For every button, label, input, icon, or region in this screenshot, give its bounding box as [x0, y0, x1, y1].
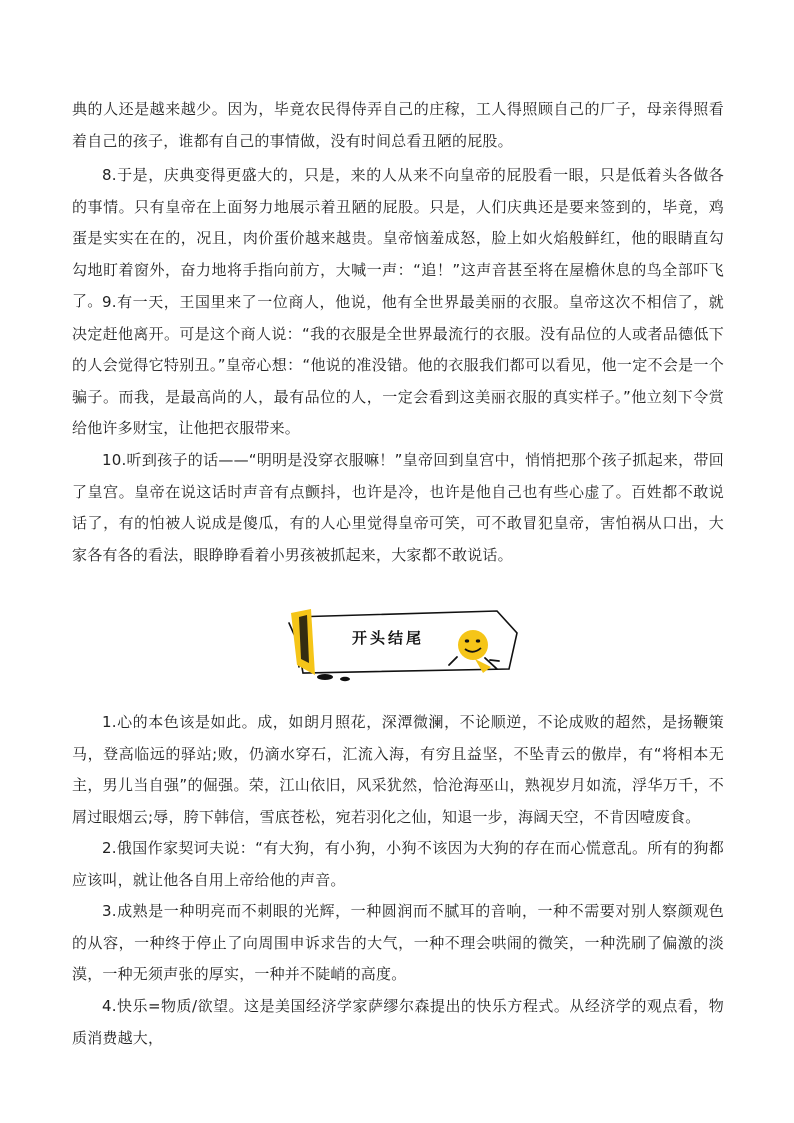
- paragraph-2: 2.俄国作家契诃夫说：“有大狗，有小狗，小狗不该因为大狗的存在而心慌意乱。所有的狗都应该叫，就让他各自用上帝给他的声音。: [72, 839, 724, 889]
- paragraph-9: 9.有一天，王国里来了一位商人，他说，他有全世界最美丽的衣服。皇帝这次不相信了，就决定赶他离开。可是这个商人说：“我的衣服是全世界最流行的衣服。没有品位的人或者品德低下的人会觉得它特别丑。”皇帝心想：“他说的准没错。他的衣服我们都可以看见，他一定不会是一个骗子。而我，是最高尚的人，最有品位的人，一定会看到这美丽衣服的真实样子。”他立刻下令赏给他许多财宝，让他把衣服带来。: [72, 293, 724, 437]
- section-title: 开头结尾: [351, 629, 424, 647]
- badge-bottom-marks: [317, 674, 350, 681]
- paragraph-1: 1.心的本色该是如此。成，如朗月照花，深潭微澜，不论顺逆，不论成败的超然，是扬鞭策马，登高临远的驿站;败，仍滴水穿石，汇流入海，有穷且益坚，不坠青云的傲岸，有“将相本无主，男儿当自强”的倔强。荣，江山依旧，风采犹然，恰沧海巫山，熟视岁月如流，浮华万千，不屑过眼烟云;辱，胯下韩信，雪底苍松，宛若羽化之仙，知退一步，海阔天空，不肯因噎废食。: [72, 713, 724, 826]
- paragraph-10: 10.听到孩子的话——“明明是没穿衣服嘛！”皇帝回到皇宫中，悄悄把那个孩子抓起来，带回了皇宫。皇帝在说这话时声音有点颤抖，也许是冷，也许是他自己也有些心虚了。百姓都不敢说话了，有的怕被人说成是傻瓜，有的人心里觉得皇帝可笑，可不敢冒犯皇帝，害怕祸从口出，大家各有各的看法，眼睁睁看着小男孩被抓起来，大家都不敢说话。: [72, 451, 724, 564]
- paragraph-4: 4.快乐=物质/欲望。这是美国经济学家萨缪尔森提出的快乐方程式。从经济学的观点看，物质消费越大，: [72, 997, 724, 1047]
- paragraph-8: 8.于是，庆典变得更盛大的，只是，来的人从来不向皇帝的屁股看一眼，只是低着头各做各的事情。只有皇帝在上面努力地展示着丑陋的屁股。只是，人们庆典还是要来签到的，毕竟，鸡蛋是实实在在的，况且，肉价蛋价越来越贵。皇帝恼羞成怒，脸上如火焰般鲜红，他的眼睛直勾勾地盯着窗外，奋力地将手指向前方，大喊一声：“追！”这声音甚至将在屋檐休息的鸟全部吓飞了。: [72, 166, 724, 310]
- paragraph-continued: 典的人还是越来越少。因为，毕竟农民得侍弄自己的庄稼，工人得照顾自己的厂子，母亲得照看着自己的孩子，谁都有自己的事情做，没有时间总看丑陋的屁股。: [72, 100, 724, 150]
- paragraph-3: 3.成熟是一种明亮而不刺眼的光辉，一种圆润而不腻耳的音响，一种不需要对别人察颜观色的从容，一种终于停止了向周围申诉求告的大气，一种不理会哄闹的微笑，一种洗刷了偏激的淡漠，一种无须声张的厚实，一种并不陡峭的高度。: [72, 902, 724, 983]
